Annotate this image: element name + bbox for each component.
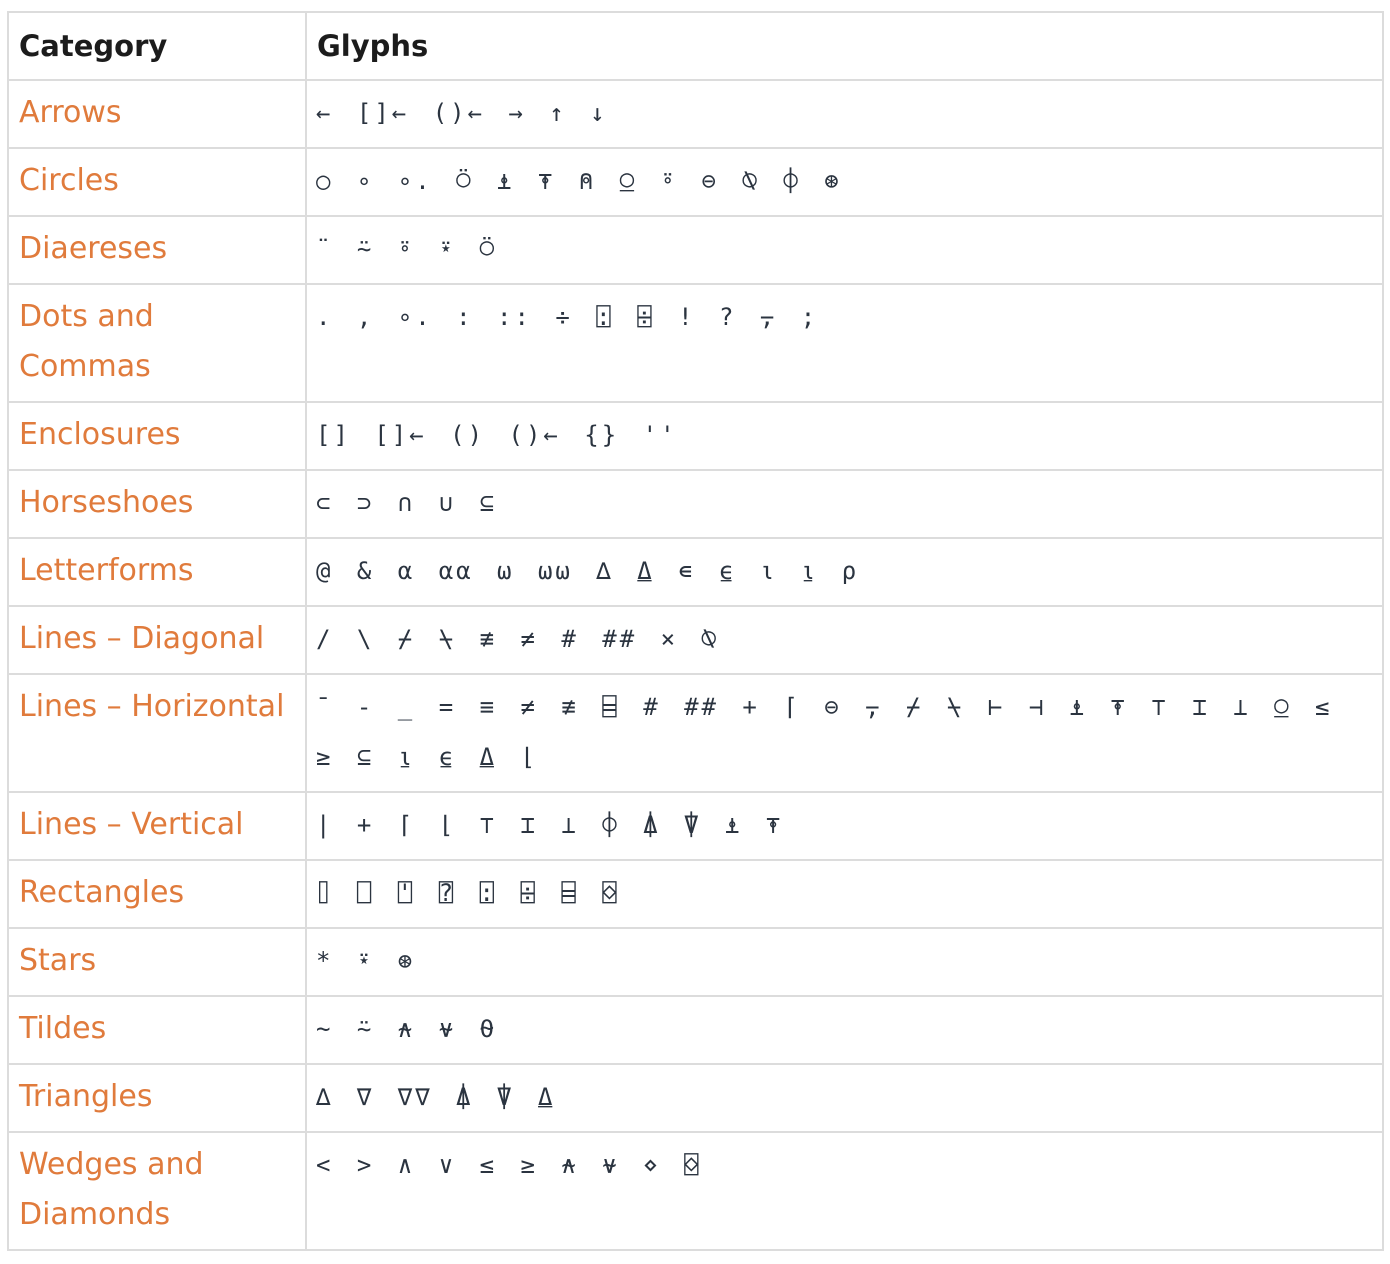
table-row-triangles xyxy=(8,1064,1383,1132)
glyphs-cell-stars: * ⍣ ⊛ xyxy=(306,928,1383,996)
table-row-lines-diagonal xyxy=(8,606,1383,674)
glyphs-cell-enclosures: [] []← () ()← {} '' xyxy=(306,402,1383,470)
category-link-arrows[interactable]: Arrows xyxy=(8,80,306,148)
table-row-diaereses xyxy=(8,216,1383,284)
glyphs-cell-lines-horizontal: ¯ - _ = ≡ ≠ ≢ ⌸ # ## + ⌈ ⊖ ⍪ ⌿ ⍀ ⊢ ⊣ ⍎ ⍕ ⊤ ⌶ ⊥ ⍜ ≤ ≥ ⊆ ⍸ ⍷ ⍙ ⌊ xyxy=(306,674,1383,792)
category-link-stars[interactable]: Stars xyxy=(8,928,306,996)
category-link-enclosures[interactable]: Enclosures xyxy=(8,402,306,470)
table-row-enclosures xyxy=(8,402,1383,470)
glyphs-cell-rectangles: ⌷ ⎕ ⍞ ⍰ ⍠ ⌹ ⌸ ⌺ xyxy=(306,860,1383,928)
table-header-row xyxy=(8,12,1383,80)
category-link-dots-and-commas[interactable]: Dots and Commas xyxy=(8,284,306,402)
category-link-triangles[interactable]: Triangles xyxy=(8,1064,306,1132)
category-link-circles[interactable]: Circles xyxy=(8,148,306,216)
glyphs-cell-lines-diagonal: / \ ⌿ ⍀ ≢ ≠ # ## × ⍉ xyxy=(306,606,1383,674)
table-row-circles xyxy=(8,148,1383,216)
table-row-horseshoes xyxy=(8,470,1383,538)
glyphs-cell-dots-and-commas: . , ∘. : :: ÷ ⍠ ⌹ ! ? ⍪ ; xyxy=(306,284,1383,402)
glyphs-cell-circles: ○ ∘ ∘. ⍥ ⍎ ⍕ ⍝ ⍜ ⍤ ⊖ ⍉ ⌽ ⊛ xyxy=(306,148,1383,216)
glyphs-cell-letterforms: @ & ⍺ ⍺⍺ ⍵ ⍵⍵ ∆ ⍙ ∊ ⍷ ⍳ ⍸ ⍴ xyxy=(306,538,1383,606)
glyphs-cell-triangles: ∆ ∇ ∇∇ ⍋ ⍒ ⍙ xyxy=(306,1064,1383,1132)
category-link-lines-horizontal[interactable]: Lines – Horizontal xyxy=(8,674,306,792)
glyphs-cell-arrows: ← []← ()← → ↑ ↓ xyxy=(306,80,1383,148)
category-link-tildes[interactable]: Tildes xyxy=(8,996,306,1064)
table-row-lines-vertical xyxy=(8,792,1383,860)
table-row-arrows xyxy=(8,80,1383,148)
table-row-tildes xyxy=(8,996,1383,1064)
category-link-wedges-and-diamonds[interactable]: Wedges and Diamonds xyxy=(8,1132,306,1250)
glyphs-cell-diaereses: ¨ ⍨ ⍤ ⍣ ⍥ xyxy=(306,216,1383,284)
table-row-letterforms xyxy=(8,538,1383,606)
table-row-stars xyxy=(8,928,1383,996)
category-link-lines-vertical[interactable]: Lines – Vertical xyxy=(8,792,306,860)
category-link-rectangles[interactable]: Rectangles xyxy=(8,860,306,928)
column-header-glyphs: Glyphs xyxy=(306,12,1383,80)
glyphs-cell-tildes: ~ ⍨ ⍲ ⍱ ⍬ xyxy=(306,996,1383,1064)
glyph-table xyxy=(7,11,1384,1251)
category-link-horseshoes[interactable]: Horseshoes xyxy=(8,470,306,538)
category-link-letterforms[interactable]: Letterforms xyxy=(8,538,306,606)
table-row-wedges-and-diamonds xyxy=(8,1132,1383,1250)
column-header-category: Category xyxy=(8,12,306,80)
table-row-dots-and-commas xyxy=(8,284,1383,402)
glyphs-cell-lines-vertical: | + ⌈ ⌊ ⊤ ⌶ ⊥ ⌽ ⍋ ⍒ ⍎ ⍕ xyxy=(306,792,1383,860)
glyphs-cell-wedges-and-diamonds: < > ∧ ∨ ≤ ≥ ⍲ ⍱ ⋄ ⌺ xyxy=(306,1132,1383,1250)
category-link-lines-diagonal[interactable]: Lines – Diagonal xyxy=(8,606,306,674)
table-row-lines-horizontal xyxy=(8,674,1383,792)
glyphs-cell-horseshoes: ⊂ ⊃ ∩ ∪ ⊆ xyxy=(306,470,1383,538)
category-link-diaereses[interactable]: Diaereses xyxy=(8,216,306,284)
table-row-rectangles xyxy=(8,860,1383,928)
